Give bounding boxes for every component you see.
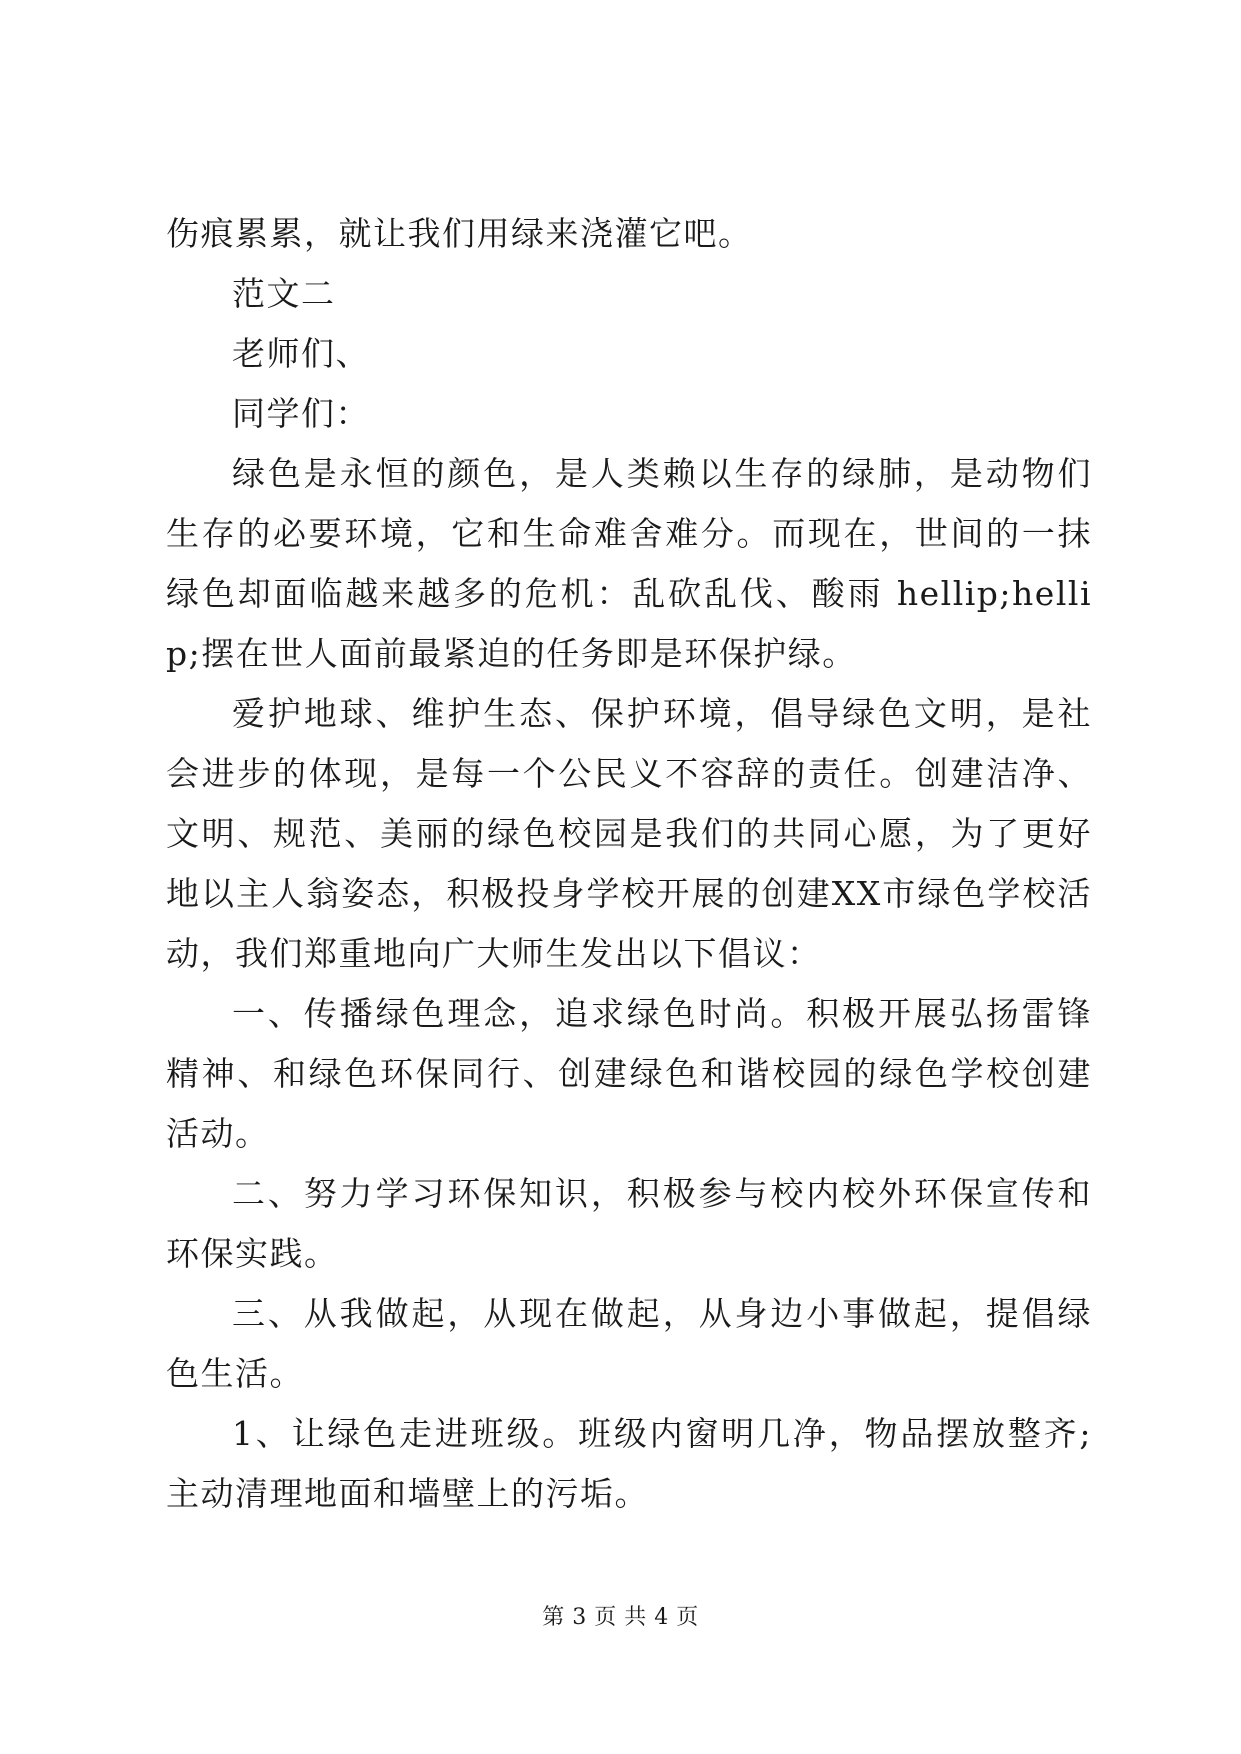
paragraph-green-color: 绿色是永恒的颜色，是人类赖以生存的绿肺，是动物们生存的必要环境，它和生命难舍难分。而现在，世间的一抹绿色却面临越来越多的危机：乱砍乱伐、酸雨 hellip;hellip;摆在世人面前最紧迫的任务即是环保护绿。 <box>166 454 1092 673</box>
proposal-item-1: 一、传播绿色理念，追求绿色时尚。积极开展弘扬雷锋精神、和绿色环保同行、创建绿色和谐校园的绿色学校创建活动。 <box>166 994 1092 1153</box>
salutation-students: 同学们： <box>232 394 370 433</box>
section-heading: 范文二 <box>232 274 336 313</box>
proposal-item-2: 二、努力学习环保知识，积极参与校内校外环保宣传和环保实践。 <box>166 1174 1092 1273</box>
proposal-subitem-1: 1、让绿色走进班级。班级内窗明几净，物品摆放整齐;主动清理地面和墙壁上的污垢。 <box>166 1414 1092 1513</box>
paragraph-closing-line: 伤痕累累，就让我们用绿来浇灌它吧。 <box>166 214 753 253</box>
salutation-teachers: 老师们、 <box>232 334 370 373</box>
proposal-item-3: 三、从我做起，从现在做起，从身边小事做起，提倡绿色生活。 <box>166 1294 1092 1393</box>
page-number-footer: 第 3 页 共 4 页 <box>542 1605 699 1630</box>
paragraph-protect-earth: 爱护地球、维护生态、保护环境，倡导绿色文明，是社会进步的体现，是每一个公民义不容辞的责任。创建洁净、文明、规范、美丽的绿色校园是我们的共同心愿，为了更好地以主人翁姿态，积极投身学校开展的创建XX市绿色学校活动，我们郑重地向广大师生发出以下倡议： <box>166 694 1092 973</box>
document-body <box>166 204 1092 1524</box>
